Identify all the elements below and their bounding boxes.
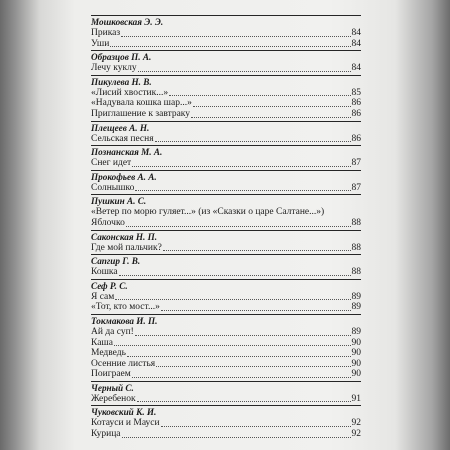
entry-page-number: 84 — [351, 38, 361, 49]
entry-title: Лечу куклу — [91, 63, 137, 74]
author-name: Сеф Р. С. — [91, 280, 128, 291]
toc-entry — [91, 158, 361, 169]
toc-entry — [91, 292, 361, 303]
entry-title: Каша — [91, 337, 113, 348]
author-name: Черный С. — [91, 382, 134, 393]
entry-page-number: 88 — [351, 242, 361, 253]
dot-leader — [127, 355, 351, 357]
entry-page-number: 86 — [351, 133, 361, 144]
author-name: Токмакова И. П. — [91, 315, 158, 326]
dot-leader — [115, 298, 350, 300]
entry-page-number: 92 — [351, 418, 361, 429]
entry-page-number: 90 — [351, 369, 361, 380]
entry-list — [91, 63, 361, 74]
entry-page-number: 90 — [351, 358, 361, 369]
entry-title: Медведь — [91, 348, 126, 359]
entry-list — [91, 183, 361, 194]
entry-list — [91, 327, 361, 380]
author-name: Пушкин А. С. — [91, 196, 147, 207]
dot-leader — [161, 309, 351, 311]
dot-leader — [163, 249, 351, 251]
toc-entry — [91, 243, 361, 254]
dot-leader — [161, 425, 351, 427]
entry-list — [91, 134, 361, 145]
toc-author-group — [91, 381, 361, 405]
toc-entry — [91, 418, 361, 429]
entry-title: Ай да суп! — [91, 326, 134, 337]
toc-entry — [91, 134, 361, 145]
dot-leader — [132, 165, 350, 167]
entry-page-number: 92 — [351, 429, 361, 440]
author-name: Мошковская Э. Э. — [91, 17, 164, 27]
entry-list — [91, 88, 361, 120]
entry-page-number: 88 — [351, 217, 361, 228]
toc-entry — [91, 359, 361, 370]
entry-title: «Тот, кто мост...» — [91, 302, 160, 313]
author-name: Саконская Н. П. — [91, 231, 158, 242]
toc-entry — [91, 39, 361, 50]
author-name: Образцов П. А. — [91, 52, 152, 63]
toc-author-group — [91, 314, 361, 380]
entry-page-number: 86 — [351, 98, 361, 109]
dot-leader — [169, 94, 350, 96]
dot-leader — [155, 140, 351, 142]
toc-author-group — [91, 15, 361, 49]
entry-title: Жеребенок — [91, 393, 136, 404]
author-name: Сапгир Г. В. — [91, 256, 141, 267]
dot-leader — [110, 45, 350, 47]
dot-leader — [135, 334, 351, 336]
toc-author-group — [91, 405, 361, 439]
dot-leader — [137, 400, 351, 402]
entry-page-number: 91 — [351, 393, 361, 404]
toc-author-group — [91, 254, 361, 278]
toc-author-group — [91, 170, 361, 194]
entry-title: Приказ — [91, 28, 121, 38]
entry-page-number: 89 — [351, 302, 361, 313]
table-of-contents — [91, 15, 361, 441]
entry-title: Курица — [91, 429, 121, 440]
entry-list — [91, 158, 361, 169]
toc-entry — [91, 28, 361, 39]
toc-entry — [91, 302, 361, 313]
dot-leader — [119, 274, 351, 276]
author-name: Прокофьев А. А. — [91, 171, 157, 182]
toc-entry — [91, 267, 361, 278]
entry-page-number: 84 — [351, 63, 361, 74]
entry-list — [91, 418, 361, 439]
entry-list — [91, 292, 361, 313]
entry-title: «Ветер по морю гуляет...» (из «Сказки о царе Салтане...») — [91, 207, 325, 218]
entry-title: Солнышко — [91, 182, 135, 193]
toc-entry — [91, 348, 361, 359]
entry-page-number: 89 — [351, 326, 361, 337]
entry-page-number: 85 — [351, 87, 361, 98]
toc-author-group — [91, 279, 361, 313]
toc-entry — [91, 88, 361, 99]
toc-author-group — [91, 121, 361, 145]
entry-title: «Надувала кошка шар...» — [91, 98, 192, 109]
dot-leader — [191, 116, 350, 118]
author-name: Плещеев А. Н. — [91, 122, 150, 133]
toc-author-group — [91, 50, 361, 74]
toc-entry — [91, 429, 361, 440]
entry-title: Где мой пальчик? — [91, 242, 162, 253]
toc-entry — [91, 369, 361, 380]
toc-entry — [91, 394, 361, 405]
toc-entry — [91, 338, 361, 349]
entry-title: Котауси и Мауси — [91, 418, 160, 429]
entry-title: Осенние листья — [91, 358, 156, 369]
toc-entry — [91, 109, 361, 120]
dot-leader — [135, 189, 350, 191]
toc-entry — [91, 63, 361, 74]
entry-title: Кошка — [91, 267, 118, 278]
entry-list — [91, 394, 361, 405]
entry-list — [91, 207, 361, 228]
entry-list — [91, 243, 361, 254]
author-name: Чуковский К. И. — [91, 407, 157, 418]
author-name: Познанская М. А. — [91, 147, 163, 158]
entry-title: Снег идет — [91, 158, 132, 169]
dot-leader — [126, 225, 351, 227]
dot-leader — [156, 365, 350, 367]
entry-list — [91, 267, 361, 278]
entry-page-number: 87 — [351, 182, 361, 193]
toc-author-group — [91, 194, 361, 228]
entry-title: Сельская песня — [91, 133, 154, 144]
entry-title: «Лисий хвостик...» — [91, 87, 169, 98]
entry-title: Уши — [91, 38, 110, 49]
dot-leader — [114, 344, 351, 346]
entry-page-number: 89 — [351, 291, 361, 302]
toc-entry — [91, 327, 361, 338]
dot-leader — [132, 376, 351, 378]
entry-page-number: 84 — [351, 28, 361, 38]
toc-entry — [91, 218, 361, 229]
entry-title: Яблочко — [91, 217, 125, 228]
entry-page-number: 86 — [351, 108, 361, 119]
entry-page-number: 90 — [351, 337, 361, 348]
toc-entry — [91, 207, 361, 218]
entry-title: Я сам — [91, 291, 115, 302]
entry-title: Приглашение к завтраку — [91, 108, 191, 119]
toc-author-group — [91, 230, 361, 254]
entry-list — [91, 28, 361, 49]
toc-author-group — [91, 75, 361, 120]
toc-entry — [91, 98, 361, 109]
dot-leader — [138, 70, 351, 72]
dot-leader — [121, 35, 350, 37]
dot-leader — [193, 105, 351, 107]
toc-entry — [91, 183, 361, 194]
entry-page-number: 87 — [351, 158, 361, 169]
author-name: Пикулева Н. В. — [91, 76, 152, 87]
dot-leader — [122, 436, 351, 438]
entry-title: Поиграем — [91, 369, 131, 380]
entry-page-number: 90 — [351, 348, 361, 359]
toc-author-group — [91, 145, 361, 169]
entry-page-number: 88 — [351, 267, 361, 278]
